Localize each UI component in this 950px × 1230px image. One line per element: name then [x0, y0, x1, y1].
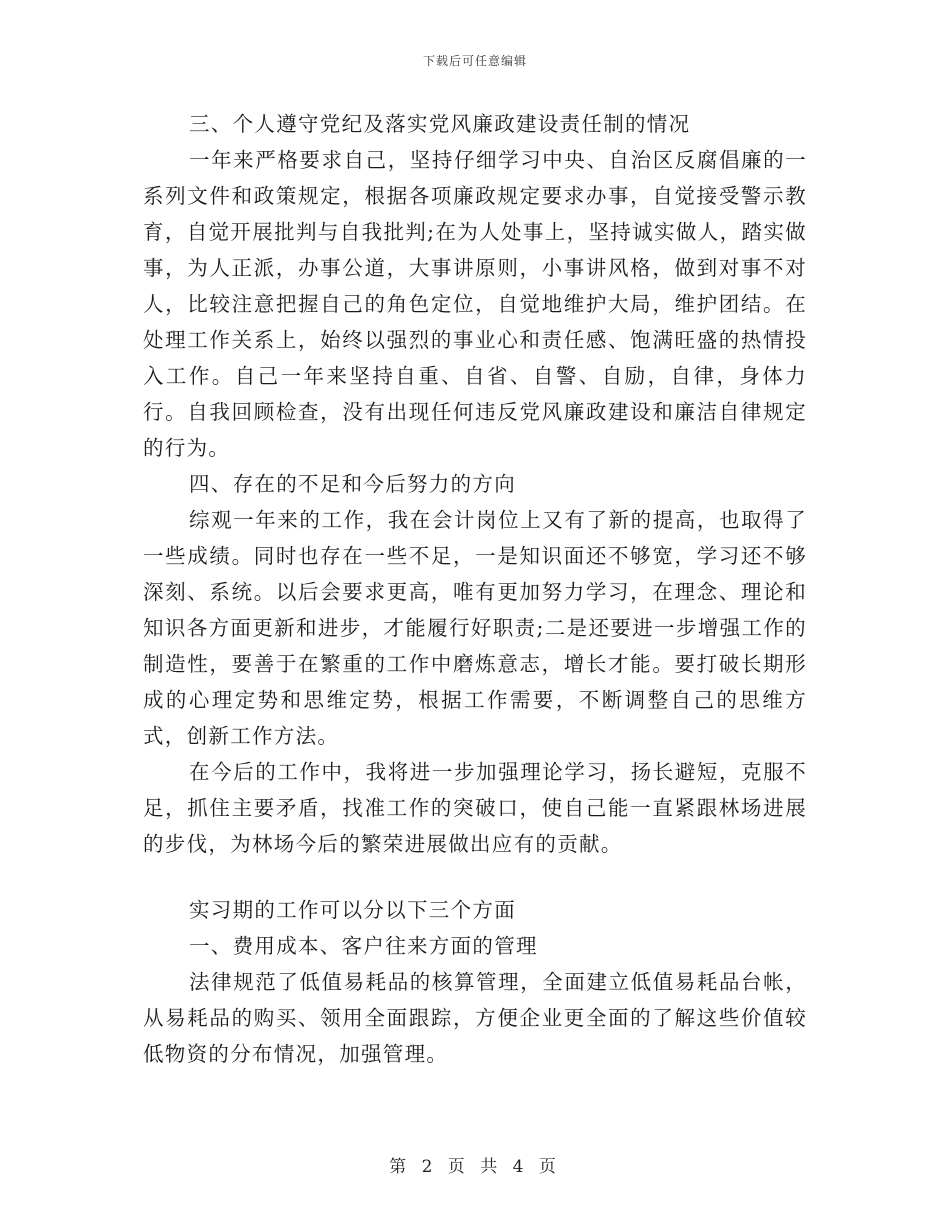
paragraph-future-work: 在今后的工作中，我将进一步加强理论学习，扬长避短，克服不足，抓住主要矛盾，找准工作的突破口，使自己能一直紧跟林场进展的步伐，为林场今后的繁荣进展做出应有的贡献。	[143, 760, 807, 856]
paragraph-cost-management-body: 法律规范了低值易耗品的核算管理，全面建立低值易耗品台帐，从易耗品的购买、领用全面跟踪，方便企业更全面的了解这些价值较低物资的分布情况，加强管理。	[143, 970, 807, 1066]
page-number-footer: 第 2 页 共 4 页	[389, 1157, 561, 1177]
section-heading-discipline: 三、个人遵守党纪及落实党风廉政建设责任制的情况	[189, 112, 691, 136]
paragraph-shortcomings-body: 综观一年来的工作，我在会计岗位上又有了新的提高，也取得了一些成绩。同时也存在一些不足，一是知识面还不够宽，学习还不够深刻、系统。以后会要求更高，唯有更加努力学习，在理念、理论和知识各方面更新和进步，才能履行好职责;二是还要进一步增强工作的制造性，要善于在繁重的工作中磨炼意志，增长才能。要打破长期形成的心理定势和思维定势，根据工作需要，不断调整自己的思维方式，创新工作方法。	[143, 508, 807, 748]
page-header-note: 下载后可任意编辑	[422, 54, 527, 68]
section-heading-cost-management: 一、费用成本、客户往来方面的管理	[189, 934, 538, 958]
section-heading-shortcomings: 四、存在的不足和今后努力的方向	[189, 472, 516, 496]
paragraph-discipline-body: 一年来严格要求自己，坚持仔细学习中央、自治区反腐倡廉的一系列文件和政策规定，根据各项廉政规定要求办事，自觉接受警示教育，自觉开展批判与自我批判;在为人处事上，坚持诚实做人，踏实做事，为人正派，办事公道，大事讲原则，小事讲风格，做到对事不对人，比较注意把握自己的角色定位，自觉地维护大局，维护团结。在处理工作关系上，始终以强烈的事业心和责任感、饱满旺盛的热情投入工作。自己一年来坚持自重、自省、自警、自励，自律，身体力行。自我回顾检查，没有出现任何违反党风廉政建设和廉洁自律规定的行为。	[143, 148, 807, 460]
document-body	[143, 106, 807, 1072]
paragraph-internship-intro: 实习期的工作可以分以下三个方面	[189, 898, 516, 922]
